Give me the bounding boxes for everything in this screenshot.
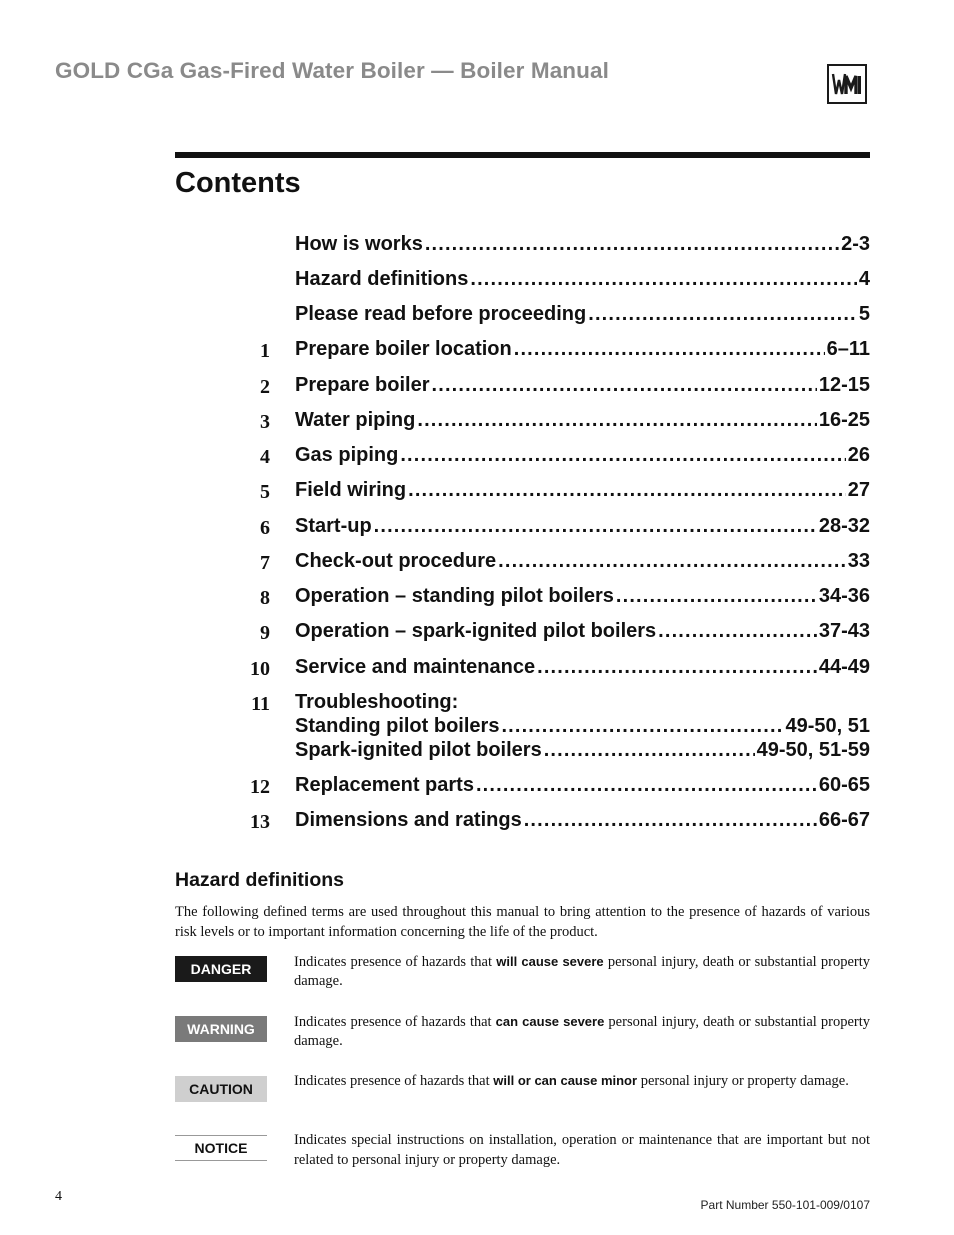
brand-logo bbox=[827, 64, 867, 104]
toc-pages: 34-36 bbox=[818, 585, 870, 607]
toc-number: 11 bbox=[251, 693, 270, 715]
toc-row[interactable] bbox=[230, 774, 870, 804]
toc-pages: 4 bbox=[858, 268, 870, 290]
notice-description: Indicates special instructions on installation, operation or maintenance that are important but not related to personal injury or property damage. bbox=[294, 1132, 870, 1168]
toc-title: Replacement parts bbox=[295, 774, 474, 796]
toc-number: 1 bbox=[260, 340, 270, 362]
toc-pages: 33 bbox=[847, 550, 870, 572]
toc-leader-dots bbox=[374, 515, 817, 538]
toc-row[interactable] bbox=[230, 656, 870, 686]
toc-number: 5 bbox=[260, 481, 270, 503]
toc-number: 3 bbox=[260, 411, 270, 433]
toc-leader-dots bbox=[544, 739, 755, 762]
toc-leader-dots bbox=[616, 585, 817, 608]
toc-pages: 66-67 bbox=[818, 809, 870, 831]
toc-pages: 28-32 bbox=[818, 515, 870, 537]
toc-row[interactable] bbox=[230, 620, 870, 650]
toc-row[interactable] bbox=[230, 338, 870, 368]
header-rule bbox=[175, 152, 870, 158]
toc-title: Operation – standing pilot boilers bbox=[295, 585, 614, 607]
toc-pages: 12-15 bbox=[818, 374, 870, 396]
toc-row[interactable] bbox=[230, 479, 870, 509]
toc-leader-dots bbox=[400, 444, 845, 467]
toc-leader-dots bbox=[408, 479, 846, 502]
danger-description: Indicates presence of hazards that will cause severe personal injury, death or substantial property damage. bbox=[294, 954, 871, 989]
toc-leader-dots bbox=[470, 268, 857, 291]
toc-title: Prepare boiler bbox=[295, 374, 430, 396]
toc-row[interactable] bbox=[230, 444, 870, 474]
toc-title: Dimensions and ratings bbox=[295, 809, 522, 831]
toc-title: Hazard definitions bbox=[295, 268, 469, 290]
toc-pages: 5 bbox=[858, 303, 870, 325]
toc-row[interactable] bbox=[230, 374, 870, 404]
toc-number: 13 bbox=[250, 811, 270, 833]
toc-pages: 2-3 bbox=[841, 233, 870, 255]
toc-row[interactable] bbox=[230, 515, 870, 545]
danger-label: DANGER bbox=[175, 956, 267, 982]
hazard-intro-paragraph: The following defined terms are used throughout this manual to bring attention to the presence of hazards of various risk levels or to important information concerning the life of the product. bbox=[175, 904, 870, 940]
toc-leader-dots bbox=[514, 338, 825, 361]
warning-description: Indicates presence of hazards that can cause severe personal injury, death or substantial property damage. bbox=[294, 1014, 871, 1049]
toc-number: 8 bbox=[260, 587, 270, 609]
toc-leader-dots bbox=[658, 620, 817, 643]
toc-row[interactable] bbox=[230, 809, 870, 839]
toc-number: 4 bbox=[260, 446, 270, 468]
toc-title: Prepare boiler location bbox=[295, 338, 512, 360]
hazard-definitions-heading: Hazard definitions bbox=[175, 869, 345, 891]
toc-title: Please read before proceeding bbox=[295, 303, 587, 325]
toc-title: Water piping bbox=[295, 409, 416, 431]
toc-pages: 37-43 bbox=[818, 620, 870, 642]
toc-row[interactable] bbox=[230, 550, 870, 580]
toc-row[interactable] bbox=[230, 585, 870, 615]
toc-pages: 16-25 bbox=[818, 409, 870, 431]
toc-title: Check-out procedure bbox=[295, 550, 497, 572]
page-number: 4 bbox=[55, 1189, 62, 1204]
toc-title: How is works bbox=[295, 233, 423, 255]
toc-leader-dots bbox=[588, 303, 857, 326]
caution-description: Indicates presence of hazards that will or can cause minor personal injury or property damage. bbox=[294, 1073, 849, 1089]
toc-number: 10 bbox=[250, 658, 270, 680]
toc-title: Service and maintenance bbox=[295, 656, 536, 678]
toc-leader-dots bbox=[432, 374, 817, 397]
toc-subtitle: Spark-ignited pilot boilers bbox=[295, 739, 542, 761]
toc-pages: 6–11 bbox=[826, 338, 870, 360]
toc-row-troubleshooting[interactable] bbox=[230, 691, 870, 763]
toc-number: 9 bbox=[260, 622, 270, 644]
toc-title: Gas piping bbox=[295, 444, 399, 466]
toc-title: Troubleshooting: bbox=[295, 691, 459, 713]
toc-number: 7 bbox=[260, 552, 270, 574]
toc-leader-dots bbox=[425, 233, 839, 256]
caution-label: CAUTION bbox=[175, 1076, 267, 1102]
toc-leader-dots bbox=[537, 656, 817, 679]
document-header-title: GOLD CGa Gas-Fired Water Boiler — Boiler Manual bbox=[55, 58, 609, 83]
toc-pages: 49-50, 51-59 bbox=[756, 739, 870, 761]
toc-title: Field wiring bbox=[295, 479, 407, 501]
toc-pages: 44-49 bbox=[818, 656, 870, 678]
toc-row[interactable] bbox=[230, 303, 870, 333]
toc-leader-dots bbox=[501, 715, 783, 738]
toc-leader-dots bbox=[476, 774, 817, 797]
toc-leader-dots bbox=[524, 809, 817, 832]
contents-title: Contents bbox=[175, 167, 301, 199]
toc-title: Operation – spark-ignited pilot boilers bbox=[295, 620, 657, 642]
toc-leader-dots bbox=[417, 409, 816, 432]
toc-pages: 27 bbox=[847, 479, 870, 501]
toc-pages: 49-50, 51 bbox=[785, 715, 870, 737]
toc-title: Start-up bbox=[295, 515, 372, 537]
toc-leader-dots bbox=[498, 550, 846, 573]
notice-label: NOTICE bbox=[175, 1135, 267, 1161]
toc-pages: 26 bbox=[847, 444, 870, 466]
toc-subtitle: Standing pilot boilers bbox=[295, 715, 500, 737]
wm-logo-icon bbox=[829, 66, 865, 102]
toc-row[interactable] bbox=[230, 268, 870, 298]
toc-row[interactable] bbox=[230, 409, 870, 439]
toc-number: 6 bbox=[260, 517, 270, 539]
toc-number: 2 bbox=[260, 376, 270, 398]
toc-pages: 60-65 bbox=[818, 774, 870, 796]
warning-label: WARNING bbox=[175, 1016, 267, 1042]
toc-number: 12 bbox=[250, 776, 270, 798]
toc-row[interactable] bbox=[230, 233, 870, 263]
part-number: Part Number 550-101-009/0107 bbox=[700, 1198, 870, 1212]
